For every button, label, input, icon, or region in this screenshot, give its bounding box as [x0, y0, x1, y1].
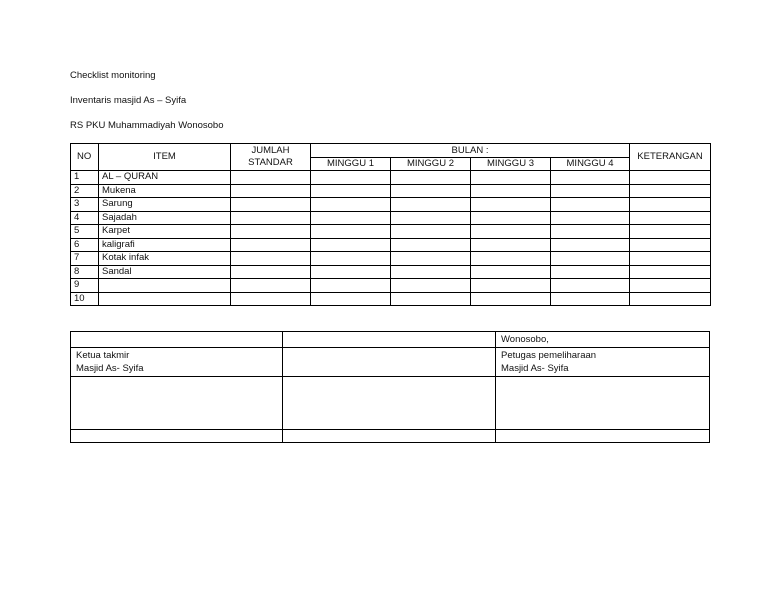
col-minggu-4-header: MINGGU 4 — [551, 158, 630, 171]
col-jumlah-header — [231, 144, 311, 171]
row-minggu-1-cell — [311, 211, 391, 225]
table-row — [71, 279, 711, 293]
signature-left-title-line1: Ketua takmir — [76, 350, 130, 361]
row-minggu-1-cell — [311, 171, 391, 185]
row-minggu-4-cell — [551, 252, 630, 266]
signature-table — [70, 331, 710, 443]
row-minggu-4-cell — [551, 238, 630, 252]
row-minggu-2-cell — [391, 225, 471, 239]
row-item-name: Mukena — [99, 184, 231, 198]
signature-blank-cell — [283, 377, 496, 430]
signature-right-title-line1: Petugas pemeliharaan — [501, 350, 597, 361]
row-minggu-3-cell — [471, 279, 551, 293]
row-jumlah-standar-cell — [231, 238, 311, 252]
row-keterangan-cell — [630, 184, 711, 198]
row-minggu-2-cell — [391, 252, 471, 266]
table-row — [71, 252, 711, 266]
row-minggu-3-cell — [471, 225, 551, 239]
row-item-name: Karpet — [99, 225, 231, 239]
row-number: 1 — [71, 171, 99, 185]
row-minggu-4-cell — [551, 265, 630, 279]
row-number: 2 — [71, 184, 99, 198]
signature-blank-cell — [283, 332, 496, 348]
row-minggu-3-cell — [471, 198, 551, 212]
row-item-name: kaligrafi — [99, 238, 231, 252]
checklist-table — [70, 143, 711, 306]
signature-right-title-line2: Masjid As- Syifa — [501, 363, 569, 374]
signature-space-right — [496, 377, 710, 430]
row-jumlah-standar-cell — [231, 171, 311, 185]
signature-blank-cell — [283, 348, 496, 377]
row-item-name: Kotak infak — [99, 252, 231, 266]
col-no-header: NO — [71, 144, 99, 171]
row-minggu-2-cell — [391, 198, 471, 212]
col-minggu-2-header: MINGGU 2 — [391, 158, 471, 171]
table-row — [71, 198, 711, 212]
row-number: 5 — [71, 225, 99, 239]
table-row — [71, 184, 711, 198]
row-jumlah-standar-cell — [231, 198, 311, 212]
table-row — [71, 171, 711, 185]
signature-left-title — [71, 348, 283, 377]
row-item-name: Sarung — [99, 198, 231, 212]
row-minggu-1-cell — [311, 265, 391, 279]
row-keterangan-cell — [630, 292, 711, 306]
row-jumlah-standar-cell — [231, 265, 311, 279]
row-minggu-1-cell — [311, 198, 391, 212]
col-minggu-1-header: MINGGU 1 — [311, 158, 391, 171]
table-row — [71, 238, 711, 252]
signature-left-title-line2: Masjid As- Syifa — [76, 363, 144, 374]
row-item-name: Sandal — [99, 265, 231, 279]
signature-name-left — [71, 430, 283, 443]
row-keterangan-cell — [630, 279, 711, 293]
col-keterangan-header: KETERANGAN — [630, 144, 711, 171]
table-row — [71, 225, 711, 239]
row-number: 8 — [71, 265, 99, 279]
row-minggu-4-cell — [551, 171, 630, 185]
row-minggu-4-cell — [551, 279, 630, 293]
row-item-name: AL – QURAN — [99, 171, 231, 185]
signature-blank-cell — [71, 332, 283, 348]
row-minggu-4-cell — [551, 184, 630, 198]
signature-place: Wonosobo, — [496, 332, 710, 348]
row-minggu-3-cell — [471, 252, 551, 266]
row-keterangan-cell — [630, 198, 711, 212]
table-row — [71, 211, 711, 225]
row-minggu-3-cell — [471, 265, 551, 279]
row-number: 10 — [71, 292, 99, 306]
row-minggu-2-cell — [391, 238, 471, 252]
row-minggu-1-cell — [311, 292, 391, 306]
row-minggu-3-cell — [471, 171, 551, 185]
row-item-name: Sajadah — [99, 211, 231, 225]
row-minggu-2-cell — [391, 171, 471, 185]
row-minggu-4-cell — [551, 211, 630, 225]
signature-right-title — [496, 348, 710, 377]
row-item-name — [99, 279, 231, 293]
signature-space-left — [71, 377, 283, 430]
row-number: 7 — [71, 252, 99, 266]
row-minggu-3-cell — [471, 211, 551, 225]
row-keterangan-cell — [630, 225, 711, 239]
row-minggu-3-cell — [471, 184, 551, 198]
row-jumlah-standar-cell — [231, 184, 311, 198]
row-jumlah-standar-cell — [231, 211, 311, 225]
row-keterangan-cell — [630, 238, 711, 252]
institution-name: RS PKU Muhammadiyah Wonosobo — [70, 120, 224, 131]
row-number: 6 — [71, 238, 99, 252]
row-minggu-4-cell — [551, 198, 630, 212]
row-minggu-1-cell — [311, 225, 391, 239]
row-number: 9 — [71, 279, 99, 293]
row-minggu-2-cell — [391, 184, 471, 198]
row-minggu-1-cell — [311, 279, 391, 293]
row-number: 3 — [71, 198, 99, 212]
row-minggu-2-cell — [391, 211, 471, 225]
row-keterangan-cell — [630, 252, 711, 266]
col-item-header: ITEM — [99, 144, 231, 171]
document-title: Checklist monitoring — [70, 70, 156, 81]
row-jumlah-standar-cell — [231, 225, 311, 239]
table-row — [71, 292, 711, 306]
signature-name-right — [496, 430, 710, 443]
document-subtitle: Inventaris masjid As – Syifa — [70, 95, 187, 106]
col-jumlah-line2: STANDAR — [248, 157, 293, 168]
row-item-name — [99, 292, 231, 306]
col-bulan-header: BULAN : — [311, 144, 630, 158]
row-jumlah-standar-cell — [231, 279, 311, 293]
row-minggu-1-cell — [311, 184, 391, 198]
col-minggu-3-header: MINGGU 3 — [471, 158, 551, 171]
signature-blank-cell — [283, 430, 496, 443]
row-minggu-3-cell — [471, 292, 551, 306]
row-keterangan-cell — [630, 171, 711, 185]
row-jumlah-standar-cell — [231, 292, 311, 306]
col-jumlah-line1: JUMLAH — [251, 145, 290, 156]
checklist-body — [71, 171, 711, 306]
row-minggu-2-cell — [391, 265, 471, 279]
row-minggu-3-cell — [471, 238, 551, 252]
row-keterangan-cell — [630, 265, 711, 279]
row-minggu-1-cell — [311, 238, 391, 252]
row-minggu-4-cell — [551, 225, 630, 239]
row-minggu-1-cell — [311, 252, 391, 266]
row-minggu-2-cell — [391, 292, 471, 306]
row-minggu-4-cell — [551, 292, 630, 306]
table-row — [71, 265, 711, 279]
row-number: 4 — [71, 211, 99, 225]
row-jumlah-standar-cell — [231, 252, 311, 266]
row-keterangan-cell — [630, 211, 711, 225]
row-minggu-2-cell — [391, 279, 471, 293]
